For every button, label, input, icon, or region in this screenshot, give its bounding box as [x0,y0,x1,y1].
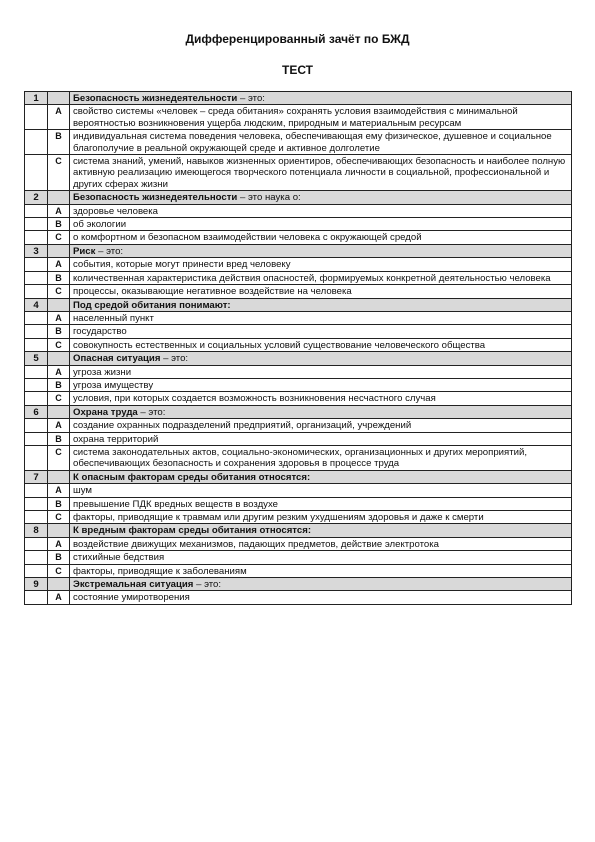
answer-number-cell [25,497,48,510]
answer-number-cell [25,218,48,231]
answer-text: факторы, приводящие к заболеваниям [70,564,572,577]
answer-number-cell [25,311,48,324]
test-table [24,91,572,605]
question-term: Экстремальная ситуация [73,579,194,591]
answer-number-cell [25,105,48,130]
answer-row [25,258,572,271]
answer-row [25,338,572,351]
answer-row [25,218,572,231]
answer-letter: C [48,392,70,405]
question-suffix: – это: [95,245,124,257]
answer-number-cell [25,130,48,155]
answer-letter: A [48,537,70,550]
question-number: 8 [25,524,48,537]
answer-text: угроза имуществу [70,378,572,391]
question-row [25,298,572,311]
answer-letter: A [48,591,70,604]
answer-text: система знаний, умений, навыков жизненных ориентиров, обеспечивающих безопасность и наиболее полную активную реализацию имеющегося творческого потенциала личности в социальной, профессиональной и других сферах жизни [70,155,572,191]
answer-number-cell [25,258,48,271]
answer-row [25,392,572,405]
answer-text: населенный пункт [70,311,572,324]
answer-row [25,432,572,445]
question-term: Опасная ситуация [73,353,161,365]
answer-row [25,419,572,432]
question-number: 2 [25,191,48,204]
answer-letter: A [48,484,70,497]
question-text [70,524,572,537]
question-row [25,191,572,204]
answer-text: состояние умиротворения [70,591,572,604]
answer-text: воздействие движущих механизмов, падающих предметов, действие электротока [70,537,572,550]
answer-letter: C [48,564,70,577]
answer-row [25,378,572,391]
question-suffix: – это: [193,579,222,591]
answer-row [25,511,572,524]
answer-number-cell [25,432,48,445]
answer-letter: C [48,285,70,298]
question-term: Охрана труда [73,406,138,418]
question-suffix: – это: [160,353,189,365]
answer-row [25,204,572,217]
answer-letter: A [48,204,70,217]
answer-letter: B [48,218,70,231]
answer-text: об экологии [70,218,572,231]
question-term: Безопасность жизнедеятельности [73,93,238,104]
answer-row [25,497,572,510]
question-row [25,470,572,483]
answer-number-cell [25,484,48,497]
answer-letter: C [48,231,70,244]
answer-letter: B [48,325,70,338]
answer-text: факторы, приводящие к травмам или другим резким ухудшениям здоровья и даже к смерти [70,511,572,524]
answer-text: индивидуальная система поведения человека, обеспечивающая ему физическое, душевное и социальное благополучие в реальной окружающей среде и активное долголетие [70,130,572,155]
answer-row [25,311,572,324]
answer-text: о комфортном и безопасном взаимодействии человека с окружающей средой [70,231,572,244]
question-number: 4 [25,298,48,311]
question-text [70,191,572,204]
answer-number-cell [25,564,48,577]
answer-row [25,271,572,284]
answer-text: количественная характеристика действия опасностей, формируемых конкретной деятельностью человека [70,271,572,284]
answer-letter: C [48,155,70,191]
answer-text: события, которые могут принести вред человеку [70,258,572,271]
answer-number-cell [25,392,48,405]
answer-number-cell [25,325,48,338]
answer-number-cell [25,285,48,298]
answer-letter: A [48,311,70,324]
test-table-body [25,92,572,605]
question-row [25,524,572,537]
answer-number-cell [25,419,48,432]
answer-text: здоровье человека [70,204,572,217]
answer-number-cell [25,365,48,378]
question-text [70,352,572,365]
question-term: Безопасность жизнедеятельности [73,192,238,204]
answer-letter: C [48,445,70,470]
answer-letter: A [48,365,70,378]
answer-text: создание охранных подразделений предприятий, организаций, учреждений [70,419,572,432]
answer-text: государство [70,325,572,338]
question-term: Под средой обитания понимают: [73,299,231,311]
answer-text: свойство системы «человек – среда обитания» сохранять условия взаимодействия с минимальной вероятностью возникновения ущерба людским, природным и материальным ресурсам [70,105,572,130]
question-number: 7 [25,470,48,483]
answer-text: шум [70,484,572,497]
answer-row [25,484,572,497]
question-text [70,298,572,311]
document-title: Дифференцированный зачёт по БЖД [185,32,410,46]
answer-letter: B [48,497,70,510]
answer-row [25,325,572,338]
answer-number-cell [25,591,48,604]
question-row [25,578,572,591]
answer-number-cell [25,445,48,470]
question-letter-cell [48,524,70,537]
answer-letter: C [48,511,70,524]
question-text [70,92,572,105]
answer-row [25,130,572,155]
answer-text: процессы, оказывающие негативное воздействие на человека [70,285,572,298]
answer-letter: B [48,432,70,445]
question-row [25,244,572,257]
answer-letter: B [48,271,70,284]
question-letter-cell [48,298,70,311]
answer-letter: B [48,378,70,391]
answer-letter: A [48,419,70,432]
question-suffix: – это наука о: [237,192,301,204]
answer-text: система законодательных актов, социально-экономических, организационных и других мероприятий, обеспечивающих безопасность и сохранения здоровья в процессе труда [70,445,572,470]
question-term: К вредным факторам среды обитания относятся: [73,525,312,537]
question-letter-cell [48,244,70,257]
document-subtitle: ТЕСТ [281,63,314,77]
answer-letter: B [48,130,70,155]
question-number: 6 [25,405,48,418]
question-number: 9 [25,578,48,591]
question-number: 1 [25,92,48,105]
answer-number-cell [25,271,48,284]
question-letter-cell [48,92,70,105]
question-term: Риск [73,245,96,257]
question-suffix: – это: [237,93,265,104]
answer-text: условия, при которых создается возможность возникновения несчастного случая [70,392,572,405]
answer-row [25,155,572,191]
question-letter-cell [48,578,70,591]
answer-row [25,365,572,378]
answer-row [25,591,572,604]
question-row [25,405,572,418]
answer-text: угроза жизни [70,365,572,378]
question-text [70,405,572,418]
answer-number-cell [25,378,48,391]
answer-row [25,105,572,130]
answer-row [25,231,572,244]
answer-letter: A [48,105,70,130]
question-letter-cell [48,405,70,418]
question-number: 3 [25,244,48,257]
answer-letter: B [48,551,70,564]
question-letter-cell [48,191,70,204]
question-row [25,352,572,365]
answer-number-cell [25,551,48,564]
question-letter-cell [48,352,70,365]
answer-number-cell [25,155,48,191]
answer-row [25,564,572,577]
question-number: 5 [25,352,48,365]
answer-number-cell [25,511,48,524]
question-text [70,470,572,483]
question-row [25,92,572,105]
answer-number-cell [25,204,48,217]
answer-text: охрана территорий [70,432,572,445]
answer-letter: A [48,258,70,271]
answer-text: превышение ПДК вредных веществ в воздухе [70,497,572,510]
question-text [70,244,572,257]
answer-text: стихийные бедствия [70,551,572,564]
question-text [70,578,572,591]
answer-text: совокупность естественных и социальных условий существование человеческого общества [70,338,572,351]
answer-row [25,285,572,298]
question-term: К опасным факторам среды обитания относятся: [73,471,311,483]
answer-number-cell [25,231,48,244]
answer-row [25,537,572,550]
question-letter-cell [48,470,70,483]
answer-letter: C [48,338,70,351]
answer-number-cell [25,338,48,351]
answer-row [25,445,572,470]
question-suffix: – это: [137,406,166,418]
answer-row [25,551,572,564]
answer-number-cell [25,537,48,550]
